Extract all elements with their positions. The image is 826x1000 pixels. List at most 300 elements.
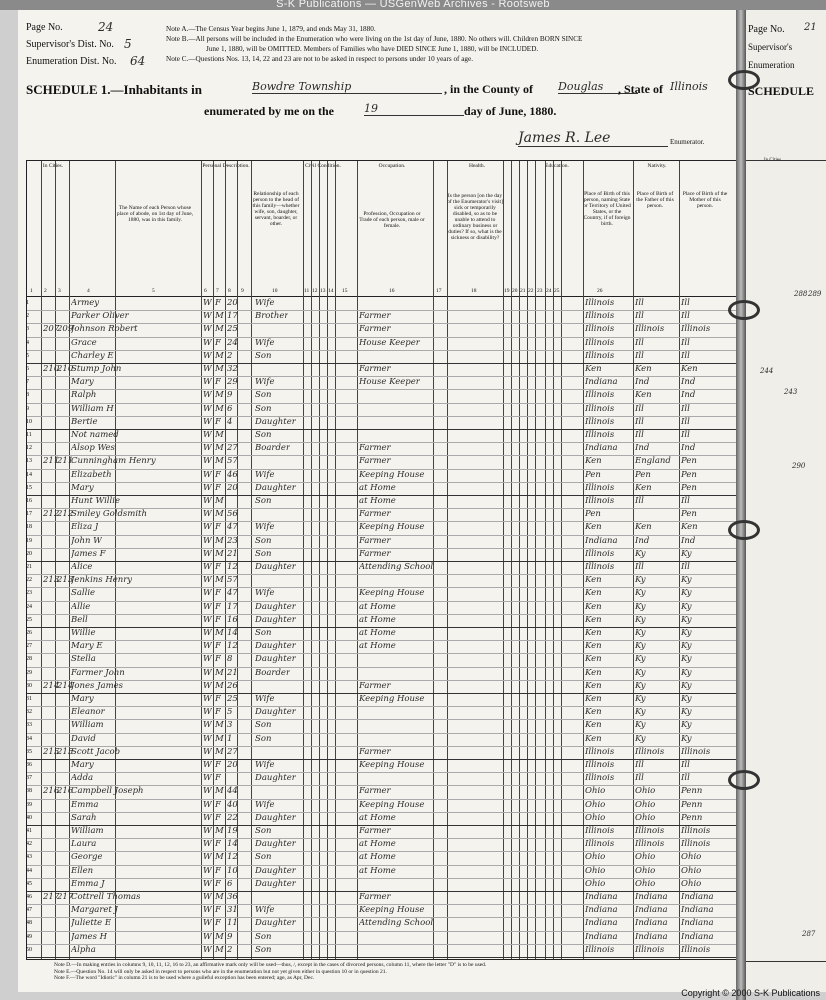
father-birthplace: Indiana	[635, 931, 668, 942]
birthplace: Illinois	[585, 350, 615, 361]
relationship: Son	[255, 350, 272, 361]
line-number: 22	[26, 577, 32, 584]
table-row	[27, 535, 737, 549]
sex: M	[215, 509, 224, 520]
occupation: Farmer	[359, 324, 391, 335]
birthplace: Illinois	[585, 390, 615, 401]
table-row	[27, 865, 737, 879]
civil-head: Civil Condition.	[305, 163, 341, 169]
father-birthplace: England	[635, 456, 671, 467]
age: 4	[227, 416, 233, 427]
relationship: Daughter	[255, 482, 296, 493]
father-birthplace: Ill	[635, 430, 644, 440]
table-row	[27, 931, 737, 945]
line-number: 44	[26, 867, 32, 874]
state-label: , State of	[618, 82, 663, 96]
census-page	[18, 10, 740, 992]
nativity-head: Nativity.	[647, 163, 667, 169]
race: W	[203, 786, 212, 797]
person-name: Alice	[71, 562, 93, 572]
race: W	[203, 918, 212, 929]
sex: M	[215, 430, 224, 440]
occupation: Farmer	[359, 746, 391, 757]
age: 23	[227, 535, 238, 546]
race: W	[203, 548, 212, 559]
mother-birthplace: Indiana	[681, 905, 714, 916]
line-number: 48	[26, 920, 32, 927]
birthplace: Ken	[585, 614, 602, 625]
table-row	[27, 521, 737, 535]
race: W	[203, 707, 212, 718]
person-name: Bell	[71, 614, 88, 625]
footnote-f: Note F.—The word "Idiotic" in column 21 is to be used where a guileful exception has been entered; age, as Apr, Dec.	[54, 975, 315, 981]
race: W	[203, 680, 212, 691]
line-number: 21	[26, 564, 32, 570]
sex: F	[215, 482, 221, 493]
sex: M	[215, 535, 224, 546]
father-birthplace: Ky	[635, 654, 646, 665]
column-number: 25	[554, 288, 560, 294]
father-pob-head: Place of Birth of the Father of this person.	[636, 191, 674, 209]
mother-birthplace: Ill	[681, 496, 690, 506]
relationship: Wife	[255, 760, 275, 770]
mother-birthplace: Pen	[681, 509, 697, 520]
person-name: Parker Oliver	[71, 311, 129, 322]
father-birthplace: Ill	[635, 416, 644, 427]
sex: M	[215, 443, 224, 454]
column-number: 13	[320, 288, 326, 294]
father-birthplace: Illinois	[635, 944, 665, 955]
column-number: 11	[304, 288, 310, 294]
occupation: Attending School	[359, 562, 434, 572]
race: W	[203, 430, 212, 440]
line-number: 34	[26, 735, 32, 742]
sex: M	[215, 733, 224, 744]
age: 3	[227, 720, 233, 731]
age: 57	[227, 575, 238, 586]
column-number: 3	[58, 288, 61, 294]
line-number: 1	[26, 300, 29, 306]
right-value-1: 288	[794, 290, 808, 298]
line-number: 38	[26, 788, 32, 795]
day-label: day of June, 1880.	[464, 104, 557, 118]
table-row	[27, 878, 737, 892]
row-rule	[27, 957, 737, 958]
relationship: Wife	[255, 298, 275, 308]
mother-birthplace: Ill	[681, 416, 690, 427]
sex: M	[215, 548, 224, 559]
line-number: 24	[26, 603, 32, 610]
dwelling-number: 215	[43, 746, 60, 757]
birthplace: Pen	[585, 509, 601, 520]
person-name: Cunningham Henry	[71, 456, 156, 467]
father-birthplace: Ky	[635, 667, 646, 678]
birthplace: Pen	[585, 469, 601, 480]
age: 26	[227, 680, 238, 691]
age: 32	[227, 364, 238, 374]
age: 20	[227, 298, 238, 308]
table-row	[27, 680, 737, 694]
father-birthplace: Ky	[635, 614, 646, 625]
table-row	[27, 376, 737, 390]
occupation: at Home	[359, 496, 396, 506]
person-name: Smiley Goldsmith	[71, 509, 147, 520]
enumerated-label: enumerated by me on the	[204, 104, 334, 118]
race: W	[203, 364, 212, 374]
age: 12	[227, 562, 238, 572]
father-birthplace: Ky	[635, 575, 646, 586]
mother-birthplace: Ill	[681, 760, 690, 770]
sex: F	[215, 812, 221, 823]
occupation: at Home	[359, 641, 396, 652]
mother-birthplace: Ken	[681, 522, 698, 533]
line-number: 6	[26, 366, 29, 372]
person-name: Mary E	[71, 641, 103, 652]
age: 8	[227, 654, 233, 665]
relationship: Daughter	[255, 641, 296, 652]
table-row	[27, 719, 737, 733]
sex: F	[215, 641, 221, 652]
column-number: 22	[528, 288, 534, 294]
dwelling-number: 213	[43, 575, 60, 586]
line-number: 43	[26, 854, 32, 861]
occupation: Keeping House	[359, 522, 425, 533]
father-birthplace: Indiana	[635, 892, 668, 902]
relationship: Son	[255, 535, 272, 546]
right-value-2: 289	[808, 290, 822, 298]
table-row	[27, 469, 737, 483]
column-number: 1	[30, 288, 33, 294]
health-head: Health.	[468, 163, 486, 169]
birthplace: Illinois	[585, 311, 615, 322]
occupation: Farmer	[359, 535, 391, 546]
line-number: 19	[26, 537, 32, 544]
mother-birthplace: Ky	[681, 654, 692, 665]
birthplace: Indiana	[585, 535, 618, 546]
census-notes	[166, 24, 716, 64]
birthplace: Ken	[585, 694, 602, 704]
mother-birthplace: Ill	[681, 773, 690, 784]
line-number: 36	[26, 762, 32, 768]
race: W	[203, 614, 212, 625]
mother-birthplace: Ky	[681, 694, 692, 704]
footnote-e: Note E.—Question No. 14 will only be asked in respect to persons who are in the enumeration but not yet given either in question 10 or in question 21.	[54, 968, 387, 975]
table-row	[27, 799, 737, 813]
binder-ring	[728, 520, 760, 540]
column-number: 12	[312, 288, 318, 294]
age: 31	[227, 905, 238, 916]
in-cities-head: In Cities.	[42, 163, 64, 169]
father-birthplace: Ill	[635, 760, 644, 770]
county: Douglas	[558, 80, 638, 94]
table-row	[27, 759, 737, 773]
occupation: Keeping House	[359, 760, 425, 770]
relationship: Wife	[255, 694, 275, 704]
father-birthplace: Ind	[635, 443, 650, 454]
father-birthplace: Ill	[635, 496, 644, 506]
table-row	[27, 508, 737, 522]
column-number: 19	[504, 288, 510, 294]
mother-birthplace: Penn	[681, 812, 703, 823]
age: 9	[227, 931, 233, 942]
age: 2	[227, 944, 233, 955]
supervisor-label: Supervisor's Dist. No.	[26, 39, 114, 50]
table-row	[27, 772, 737, 786]
father-birthplace: Ky	[635, 548, 646, 559]
column-number: 4	[87, 288, 90, 294]
line-number: 35	[26, 748, 32, 755]
father-birthplace: Ind	[635, 535, 650, 546]
birthplace: Illinois	[585, 944, 615, 955]
race: W	[203, 944, 212, 955]
age: 6	[227, 878, 233, 889]
race: W	[203, 324, 212, 335]
sex: M	[215, 456, 224, 467]
line-number: 25	[26, 616, 32, 623]
birthplace: Illinois	[585, 416, 615, 427]
person-name: James H	[71, 931, 108, 942]
dwelling-number: 217	[43, 892, 60, 902]
age: 1	[227, 733, 233, 744]
birthplace: Illinois	[585, 839, 615, 850]
note-b1: Note B.—All persons will be included in the Enumeration who were living on the 1st day of June, 1880. No others will. Children BORN SINCE	[166, 35, 583, 43]
right-in-cities: In Cities.	[764, 158, 783, 163]
age: 10	[227, 865, 238, 876]
person-name: Jenkins Henry	[71, 575, 133, 586]
age: 17	[227, 601, 238, 612]
pob-head: Place of Birth of this person, naming State or Territory of United States, or the Country, if of foreign birth.	[583, 191, 631, 227]
person-name: Alpha	[71, 944, 96, 955]
race: W	[203, 694, 212, 704]
relationship: Wife	[255, 522, 275, 533]
sex: M	[215, 324, 224, 335]
race: W	[203, 720, 212, 731]
person-name: Mary	[71, 482, 94, 493]
column-number: 5	[152, 288, 155, 294]
mother-birthplace: Ky	[681, 601, 692, 612]
adjacent-page	[744, 10, 826, 992]
column-number: 14	[328, 288, 334, 294]
age: 44	[227, 786, 238, 797]
watermark-bar	[0, 0, 826, 10]
column-number: 23	[537, 288, 543, 294]
sex: M	[215, 364, 224, 374]
race: W	[203, 667, 212, 678]
column-number: 21	[520, 288, 526, 294]
father-birthplace: Ohio	[635, 812, 656, 823]
sex: F	[215, 799, 221, 810]
table-row	[27, 587, 737, 601]
race: W	[203, 931, 212, 942]
occupation: at Home	[359, 865, 396, 876]
sex: M	[215, 826, 224, 836]
birthplace: Ken	[585, 680, 602, 691]
person-name: Not named	[71, 430, 119, 440]
relationship: Wife	[255, 799, 275, 810]
birthplace: Indiana	[585, 905, 618, 916]
father-birthplace: Ind	[635, 377, 650, 388]
race: W	[203, 839, 212, 850]
race: W	[203, 562, 212, 572]
birthplace: Illinois	[585, 298, 615, 308]
table-row	[27, 733, 737, 747]
line-number: 46	[26, 894, 32, 900]
person-name: James F	[71, 548, 106, 559]
mother-birthplace: Ky	[681, 614, 692, 625]
relationship: Daughter	[255, 654, 296, 665]
county-label: , in the County of	[444, 82, 534, 96]
race: W	[203, 416, 212, 427]
sex: M	[215, 311, 224, 322]
page-no: 24	[98, 20, 114, 34]
birthplace: Illinois	[585, 826, 615, 836]
table-row	[27, 601, 737, 615]
line-number: 5	[26, 352, 29, 359]
age: 36	[227, 892, 238, 902]
age: 12	[227, 641, 238, 652]
age: 12	[227, 852, 238, 863]
relationship: Son	[255, 390, 272, 401]
table-row	[27, 350, 737, 364]
relation-head: Relationship of each person to the head of this family—whether wife, son, daughter, servant, boarder, or other.	[252, 191, 300, 227]
race: W	[203, 799, 212, 810]
person-name: George	[71, 852, 103, 863]
mother-birthplace: Illinois	[681, 839, 711, 850]
sex: M	[215, 931, 224, 942]
occupation: Attending School	[359, 918, 434, 929]
mother-birthplace: Ky	[681, 575, 692, 586]
mother-birthplace: Ind	[681, 443, 696, 454]
person-name: Eleanor	[71, 707, 105, 718]
sex: F	[215, 918, 221, 929]
mother-birthplace: Indiana	[681, 892, 714, 902]
mother-birthplace: Ky	[681, 548, 692, 559]
person-name: Willie	[71, 628, 96, 638]
column-number: 24	[546, 288, 552, 294]
line-number: 30	[26, 682, 32, 689]
line-number: 7	[26, 379, 29, 386]
mother-birthplace: Indiana	[681, 931, 714, 942]
race: W	[203, 865, 212, 876]
column-number: 15	[342, 288, 348, 294]
line-number: 42	[26, 841, 32, 848]
mother-birthplace: Ind	[681, 390, 696, 401]
relationship: Son	[255, 548, 272, 559]
person-name: David	[71, 733, 96, 744]
race: W	[203, 482, 212, 493]
race: W	[203, 588, 212, 599]
race: W	[203, 443, 212, 454]
age: 9	[227, 390, 233, 401]
table-row	[27, 363, 737, 377]
age: 16	[227, 614, 238, 625]
occupation: Keeping House	[359, 905, 425, 916]
sex: F	[215, 654, 221, 665]
birthplace: Ohio	[585, 852, 606, 863]
age: 47	[227, 588, 238, 599]
sex: F	[215, 905, 221, 916]
birthplace: Illinois	[585, 548, 615, 559]
father-birthplace: Pen	[635, 469, 651, 480]
race: W	[203, 773, 212, 784]
person-name: Campbell Joseph	[71, 786, 144, 797]
sex: F	[215, 588, 221, 599]
father-birthplace: Ohio	[635, 878, 656, 889]
sex: M	[215, 667, 224, 678]
race: W	[203, 390, 212, 401]
father-birthplace: Ky	[635, 588, 646, 599]
relationship: Son	[255, 430, 272, 440]
table-row	[27, 574, 737, 588]
birthplace: Ken	[585, 364, 602, 374]
personal-head: Personal Description.	[202, 163, 250, 169]
table-row	[27, 653, 737, 667]
mother-birthplace: Illinois	[681, 324, 711, 335]
relationship: Daughter	[255, 812, 296, 823]
father-birthplace: Ky	[635, 720, 646, 731]
race: W	[203, 826, 212, 836]
sex: F	[215, 298, 221, 308]
race: W	[203, 377, 212, 388]
occupation: Farmer	[359, 826, 391, 836]
mother-birthplace: Penn	[681, 799, 703, 810]
mother-birthplace: Penn	[681, 786, 703, 797]
sex: M	[215, 350, 224, 361]
table-row	[27, 416, 737, 430]
mother-birthplace: Ill	[681, 311, 690, 322]
family-number: 216	[57, 786, 74, 797]
line-number: 39	[26, 801, 32, 808]
footnote-d: Note D.—In making entries in columns 9, 10, 11, 12, 16 to 23, an affirmative mark only will be used—thus, /, except in the cases of divorced persons, column 11, where the letter "D" is to be used.	[54, 962, 487, 968]
father-birthplace: Ken	[635, 482, 652, 493]
race: W	[203, 892, 212, 902]
table-row	[27, 310, 737, 324]
sex: F	[215, 562, 221, 572]
sex: F	[215, 416, 221, 427]
enumeration-label: Enumeration Dist. No.	[26, 56, 117, 67]
table-row	[27, 891, 737, 905]
sex: M	[215, 680, 224, 691]
line-number: 15	[26, 484, 32, 491]
line-number: 29	[26, 669, 32, 676]
sex: F	[215, 337, 221, 348]
right-enumeration-label: Enumeration	[748, 60, 795, 70]
father-birthplace: Ill	[635, 562, 644, 572]
birthplace: Ken	[585, 601, 602, 612]
relationship: Wife	[255, 377, 275, 388]
mother-birthplace: Pen	[681, 469, 697, 480]
age: 40	[227, 799, 238, 810]
mother-birthplace: Ky	[681, 707, 692, 718]
watermark-text: S-K Publications — USGenWeb Archives - Rootsweb	[276, 0, 550, 10]
line-number: 10	[26, 418, 32, 425]
note-a: Note A.—The Census Year begins June 1, 1879, and ends May 31, 1880.	[166, 25, 376, 33]
person-name: Eliza J	[71, 522, 99, 533]
race: W	[203, 628, 212, 638]
sex: F	[215, 377, 221, 388]
race: W	[203, 812, 212, 823]
mother-birthplace: Ky	[681, 641, 692, 652]
line-number: 18	[26, 524, 32, 531]
race: W	[203, 298, 212, 308]
relationship: Son	[255, 944, 272, 955]
age: 22	[227, 812, 238, 823]
sex: M	[215, 944, 224, 955]
relationship: Son	[255, 628, 272, 638]
person-name: Stella	[71, 654, 96, 665]
relationship: Daughter	[255, 562, 296, 572]
father-birthplace: Ky	[635, 628, 646, 638]
